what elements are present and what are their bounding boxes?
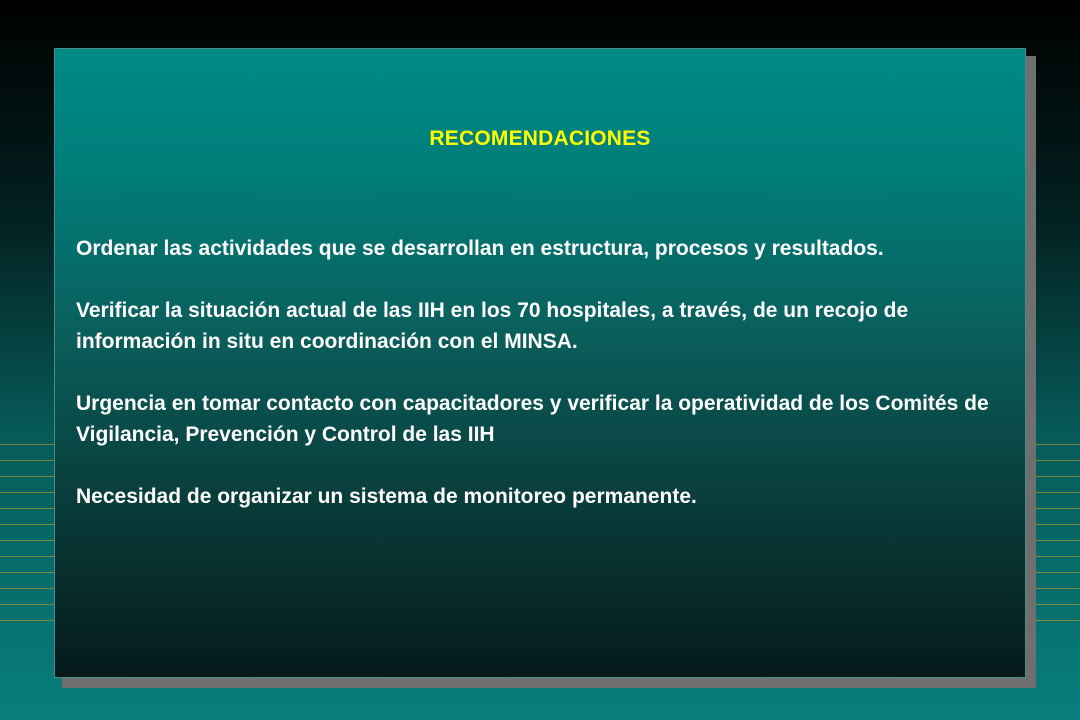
recommendation-paragraph: Ordenar las actividades que se desarrollan en estructura, procesos y resultados. [76,237,884,260]
recommendation-paragraph: Necesidad de organizar un sistema de monitoreo permanente. [76,485,697,508]
decorative-stripes-left [0,430,54,630]
slide-title: RECOMENDACIONES [429,127,651,150]
recommendation-paragraph: Urgencia en tomar contacto con capacitadores y verificar la operatividad de los Comités de Vigilancia, Prevención y Control de las IIH [76,392,989,446]
recommendations-list [76,233,1011,543]
recommendation-paragraph: Verificar la situación actual de las IIH en los 70 hospitales, a través, de un recojo de información in situ en coordinación con el MINSA. [76,299,909,353]
content-panel [54,48,1026,678]
